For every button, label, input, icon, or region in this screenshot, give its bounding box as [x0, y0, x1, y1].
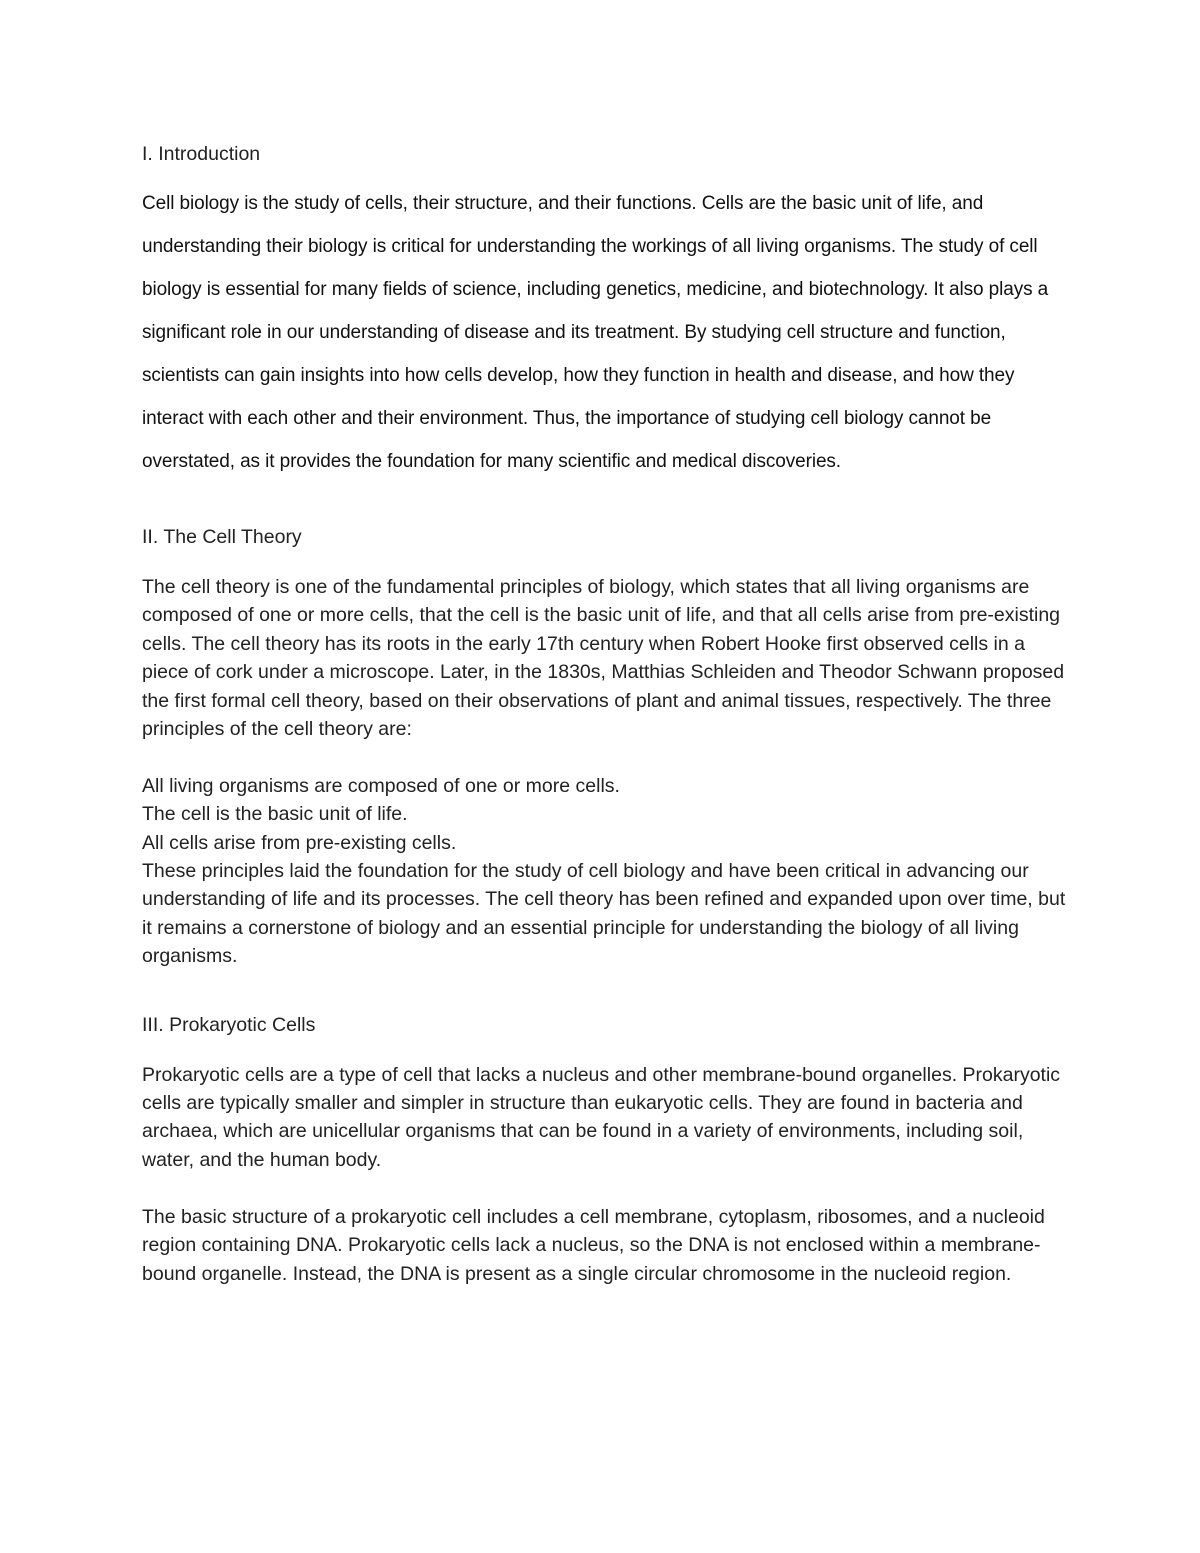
cell-theory-closing-paragraph: These principles laid the foundation for the study of cell biology and have been critical in advancing our understanding of life and its processes. The cell theory has been refined and expanded upon over time, but it remains a cornerstone of biology and an essential principle for understanding the biology of all living organisms.: [142, 860, 1066, 968]
cell-theory-principles: [142, 772, 1067, 857]
principle-item: The cell is the basic unit of life.: [142, 803, 408, 826]
section-heading-cell-theory: II. The Cell Theory: [142, 526, 302, 548]
prokaryotic-paragraph: Prokaryotic cells are a type of cell that lacks a nucleus and other membrane-bound organelles. Prokaryotic cells are typically smaller and simpler in structure than eukaryotic cells. They are found in bacteria and archaea, which are unicellular organisms that can be found in a variety of environments, including soil, water, and the human body.: [142, 1063, 1061, 1171]
cell-theory-paragraph: The cell theory is one of the fundamental principles of biology, which states that all living organisms are composed of one or more cells, that the cell is the basic unit of life, and that all cells arise from pre-existing cells. The cell theory has its roots in the early 17th century when Robert Hooke first observed cells in a piece of cork under a microscope. Later, in the 1830s, Matthias Schleiden and Theodor Schwann proposed the first formal cell theory, based on their observations of plant and animal tissues, respectively. The three principles of the cell theory are:: [142, 576, 1065, 741]
introduction-paragraph: Cell biology is the study of cells, their structure, and their functions. Cells are the basic unit of life, and understanding their biology is critical for understanding the workings of all living organisms. The study of cell biology is essential for many fields of science, including genetics, medicine, and biotechnology. It also plays a significant role in our understanding of disease and its treatment. By studying cell structure and function, scientists can gain insights into how cells develop, how they function in health and disease, and how they interact with each other and their environment. Thus, the importance of studying cell biology cannot be overstated, as it provides the foundation for many scientific and medical discoveries.: [142, 193, 1049, 472]
document-body: [142, 140, 1067, 1288]
paragraph-spacer: [142, 743, 1067, 771]
principle-item: All cells arise from pre-existing cells.: [142, 831, 457, 854]
section-heading-prokaryotic-cells: III. Prokaryotic Cells: [142, 1013, 316, 1036]
section-heading-introduction: I. Introduction: [142, 143, 261, 165]
prokaryotic-structure-paragraph: The basic structure of a prokaryotic cell includes a cell membrane, cytoplasm, ribosomes, and a nucleoid region containing DNA. Prokaryotic cells lack a nucleus, so the DNA is not enclosed within a membrane-bound organelle. Instead, the DNA is present as a single circular chromosome in the nucleoid region.: [142, 1205, 1045, 1285]
paragraph-spacer: [142, 1174, 1067, 1202]
principle-item: All living organisms are composed of one or more cells.: [142, 774, 620, 797]
